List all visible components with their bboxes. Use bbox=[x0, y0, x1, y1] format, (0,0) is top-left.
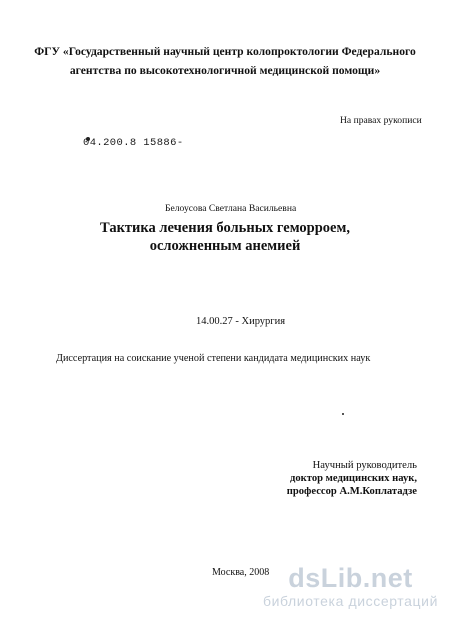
organization-line-1: ФГУ «Государственный научный центр колопроктологии Федерального bbox=[34, 45, 416, 58]
supervisor-name: профессор А.М.Коплатадзе bbox=[286, 486, 417, 497]
city-year: Москва, 2008 bbox=[212, 567, 270, 578]
supervisor-degree: доктор медицинских наук, bbox=[290, 473, 417, 484]
watermark-tagline: библиотека диссертаций bbox=[263, 593, 438, 609]
site-watermark bbox=[263, 563, 438, 609]
dissertation-description: Диссертация на соискание ученой степени кандидата медицинских наук bbox=[56, 353, 371, 364]
organization-header bbox=[0, 42, 450, 80]
dissertation-title bbox=[0, 219, 450, 255]
scan-speck bbox=[342, 413, 344, 415]
specialty-code: 14.00.27 - Хирургия bbox=[196, 316, 286, 327]
author-name: Белоусова Светлана Васильевна bbox=[165, 203, 297, 214]
watermark-logo: dsLib.net bbox=[288, 563, 413, 593]
supervisor-heading: Научный руководитель bbox=[312, 460, 417, 471]
organization-line-2: агентства по высокотехнологичной медицинской помощи» bbox=[69, 64, 381, 77]
supervisor-block bbox=[287, 459, 417, 498]
title-line-2: осложненным анемией bbox=[149, 238, 301, 254]
registration-stamp: 04.200.8 15886- bbox=[83, 137, 184, 149]
manuscript-rights-label: На правах рукописи bbox=[340, 115, 422, 126]
title-line-1: Тактика лечения больных геморроем, bbox=[100, 220, 350, 236]
